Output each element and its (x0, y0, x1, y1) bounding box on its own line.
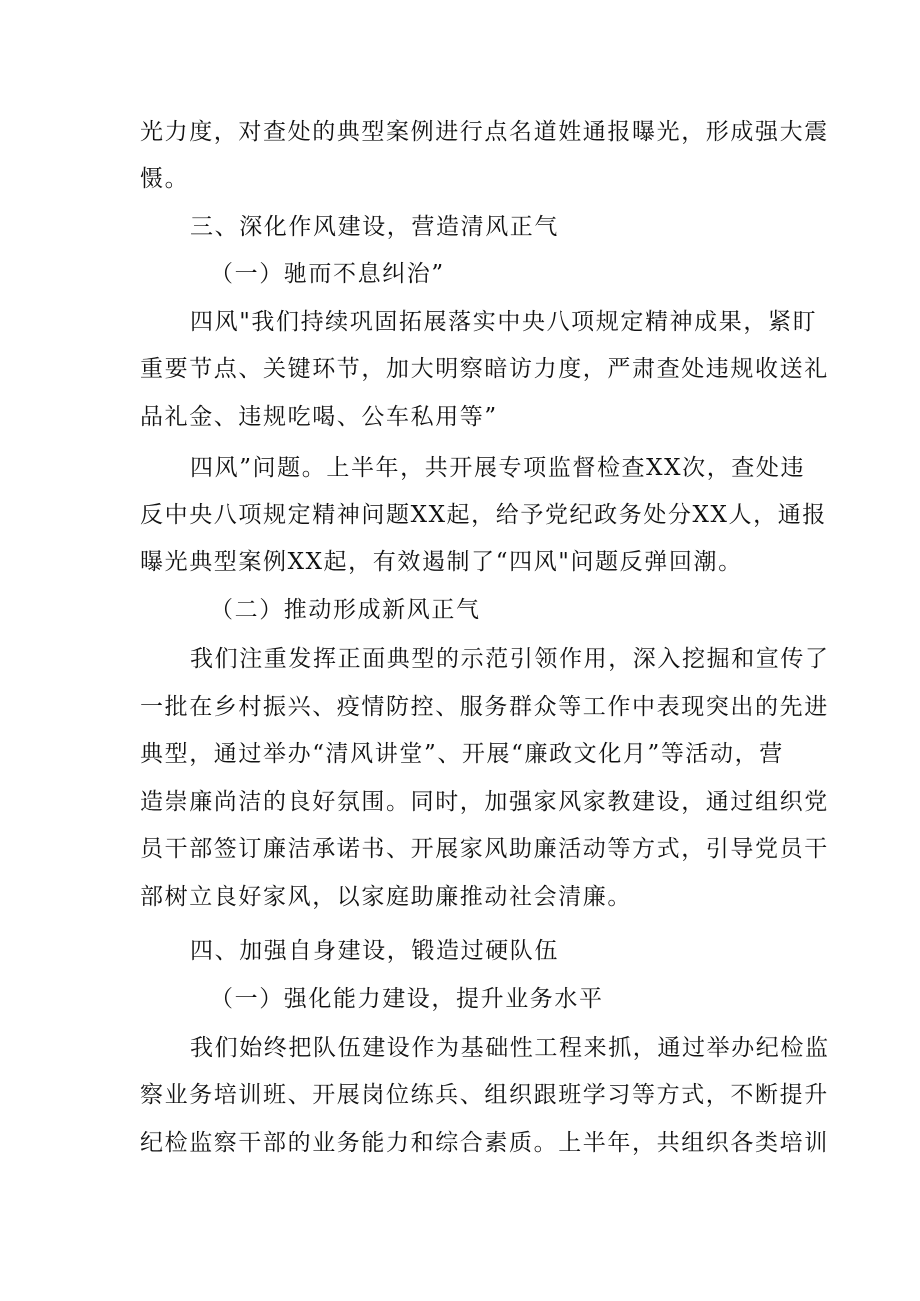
body-text-line: 四风"我们持续巩固拓展落实中央八项规定精神成果，紧盯 (190, 309, 818, 335)
subsection-heading: （一）强化能力建设，提升业务水平 (210, 986, 604, 1012)
body-text-line: 纪检监察干部的业务能力和综合素质。上半年，共组织各类培训 (140, 1130, 829, 1156)
body-text-line: 员干部签订廉洁承诺书、开展家风助廉活动等方式，引导党员干 (140, 836, 829, 862)
body-text-line: 我们注重发挥正面典型的示范引领作用，深入挖掘和宣传了 (190, 646, 830, 672)
body-text-line: 一批在乡村振兴、疫情防控、服务群众等工作中表现突出的先进 (140, 694, 829, 720)
body-text-line: 重要节点、关键环节，加大明察暗访力度，严肃查处违规收送礼 (140, 356, 829, 382)
body-text-line: 察业务培训班、开展岗位练兵、组织跟班学习等方式，不断提升 (140, 1082, 829, 1108)
body-text-line: 我们始终把队伍建设作为基础性工程来抓，通过举办纪检监 (190, 1035, 830, 1061)
section-heading: 四、加强自身建设，锻造过硬队伍 (190, 938, 559, 964)
body-text-line: 典型，通过举办“清风讲堂”、开展“廉政文化月”等活动，营 (140, 741, 784, 767)
body-text-line: 部树立良好家风，以家庭助廉推动社会清廉。 (140, 884, 632, 910)
subsection-heading: （二）推动形成新风正气 (210, 597, 481, 623)
section-heading: 三、深化作风建设，营造清风正气 (190, 214, 559, 240)
body-text-line: 曝光典型案例XX起，有效遏制了“四风"问题反弹回潮。 (140, 549, 743, 575)
subsection-heading: （一）驰而不息纠治” (210, 261, 445, 287)
body-text-line: 四风”问题。上半年，共开展专项监督检查XX次，查处违 (190, 455, 806, 481)
body-text-line: 慑。 (140, 166, 190, 192)
body-text-line: 品礼金、违规吃喝、公车私用等” (140, 404, 498, 430)
body-text-line: 反中央八项规定精神问题XX起，给予党纪政务处分XX人，通报 (140, 502, 827, 528)
body-text-line: 光力度，对查处的典型案例进行点名道姓通报曝光，形成强大震 (140, 119, 829, 145)
body-text-line: 造崇廉尚洁的良好氛围。同时，加强家风家教建设，通过组织党 (140, 789, 829, 815)
